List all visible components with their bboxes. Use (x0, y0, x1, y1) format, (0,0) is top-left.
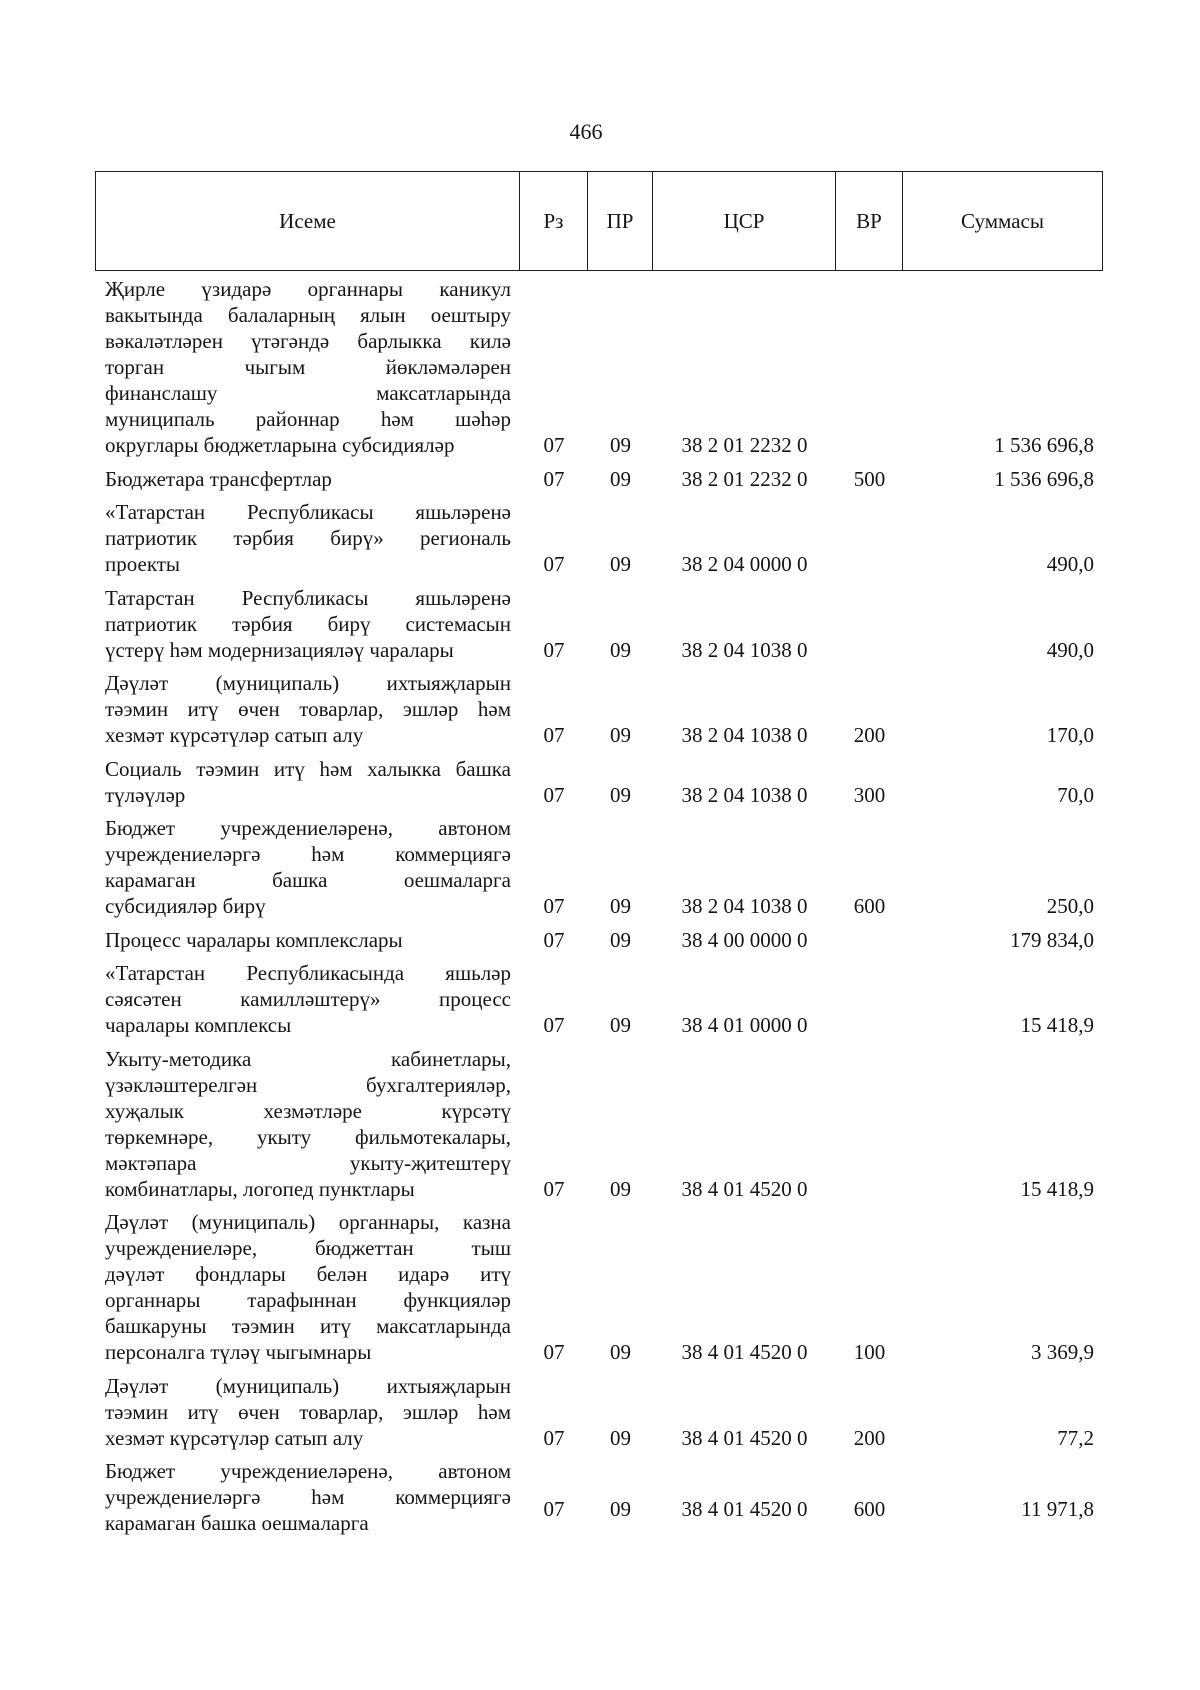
item-name-line: вакытында балаларның ялын оештыру (105, 303, 511, 327)
item-name-line: үзәкләштерелгән бухгалтерияләр, (105, 1072, 511, 1097)
item-name-line: Дәүләт (муниципаль) органнары, казна (105, 1210, 511, 1234)
item-name (95, 1458, 520, 1536)
item-name-line: карамаган башка оешмаларга (105, 868, 511, 892)
item-name-line: вәкаләтләрен үтәгәндә барлыкка килә (105, 329, 511, 353)
item-name-line: субсидияләр бирү (105, 894, 266, 918)
vr-code: 200 (853, 723, 886, 747)
rz-code: 07 (543, 433, 565, 457)
pr-code: 09 (610, 1425, 631, 1450)
item-name-line: тәэмин итү өчен товарлар, эшләр һәм (105, 1399, 511, 1424)
item-name (95, 1373, 520, 1451)
item-name-line: Дәүләт (муниципаль) ихтыяҗларын (105, 1373, 511, 1398)
table-row (95, 815, 1103, 919)
rz-code: 07 (543, 466, 565, 491)
item-name-line: Җирле үзидарә органнары каникул (105, 277, 511, 301)
item-name-line: учреждениеләре, бюджеттан тыш (105, 1236, 511, 1260)
item-name (95, 1046, 520, 1202)
amount: 250,0 (1046, 894, 1094, 918)
table-row (95, 927, 1103, 953)
item-name-line: муниципаль районнар һәм шәһәр (105, 407, 511, 431)
table-row (95, 1209, 1103, 1365)
item-name-line: торган чыгым йөкләмәләрен (105, 355, 511, 379)
pr-code: 09 (610, 723, 631, 747)
amount: 490,0 (1046, 637, 1094, 662)
item-name-line: карамаган башка оешмаларга (105, 1511, 369, 1535)
header-pr: ПР (587, 172, 652, 270)
vr-code (836, 927, 903, 953)
rz-code: 07 (543, 782, 565, 807)
table-row (95, 1458, 1103, 1536)
rz-code: 07 (543, 723, 565, 747)
header-csr: ЦСР (652, 172, 835, 270)
item-name-line: төркемнәре, укыту фильмотекалары, (105, 1124, 511, 1149)
item-name-line: түләүләр (105, 782, 186, 807)
header-sum: Суммасы (902, 172, 1102, 270)
item-name-line: үстерү һәм модернизацияләү чаралары (105, 637, 454, 662)
item-name-line: учреждениеләргә һәм коммерциягә (105, 842, 511, 866)
pr-code: 09 (610, 927, 631, 952)
item-name (95, 1209, 520, 1365)
pr-code: 09 (610, 1340, 631, 1364)
pr-code: 09 (610, 552, 631, 576)
item-name-line: учреждениеләргә һәм коммерциягә (105, 1485, 511, 1509)
vr-code: 300 (853, 782, 886, 807)
item-name-line: Социаль тәэмин итү һәм халыкка башка (105, 756, 511, 781)
item-name-line: хезмәт күрсәтүләр сатып алу (105, 723, 364, 747)
csr-code: 38 4 01 4520 0 (681, 1425, 808, 1450)
table-body (95, 276, 1103, 1544)
item-name-line: «Татарстан Республикасында яшьләр (105, 961, 511, 985)
rz-code: 07 (543, 552, 565, 576)
rz-code: 07 (543, 1340, 565, 1364)
item-name-line: мәктәпара укыту-җитештерү (105, 1150, 511, 1175)
pr-code: 09 (610, 1013, 631, 1037)
pr-code: 09 (610, 466, 631, 491)
rz-code: 07 (543, 1176, 565, 1201)
amount: 179 834,0 (1010, 927, 1094, 952)
item-name (95, 670, 520, 748)
csr-code: 38 2 04 0000 0 (681, 552, 808, 576)
csr-code: 38 2 04 1038 0 (681, 637, 808, 662)
item-name-line: округлары бюджетларына субсидияләр (105, 433, 455, 457)
item-name-line: чаралары комплексы (105, 1013, 292, 1037)
csr-code: 38 4 01 4520 0 (681, 1497, 808, 1521)
vr-code: 500 (853, 466, 886, 491)
item-name-line: хезмәт күрсәтүләр сатып алу (105, 1425, 364, 1450)
amount: 15 418,9 (1020, 1013, 1094, 1037)
csr-code: 38 2 04 1038 0 (681, 894, 808, 918)
page-number: 466 (569, 119, 603, 144)
table-row (95, 276, 1103, 458)
vr-code (836, 551, 903, 577)
item-name-line: патриотик тәрбия бирү системасын (105, 611, 511, 636)
item-name-line: персоналга түләү чыгымнары (105, 1340, 372, 1364)
item-name (95, 815, 520, 919)
item-name-line: сәясәтен камилләштерү» процесс (105, 987, 511, 1011)
item-name-line: Бюджетара трансфертлар (105, 466, 332, 491)
pr-code: 09 (610, 637, 631, 662)
item-name-line: башкаруны тәэмин итү максатларында (105, 1314, 511, 1338)
table-row (95, 585, 1103, 663)
amount: 490,0 (1046, 552, 1094, 576)
csr-code: 38 4 01 4520 0 (681, 1340, 808, 1364)
item-name-line: органнары тарафыннан функцияләр (105, 1288, 511, 1312)
rz-code: 07 (543, 637, 565, 662)
rz-code: 07 (543, 927, 565, 952)
item-name (95, 927, 520, 953)
amount: 11 971,8 (1021, 1497, 1094, 1521)
vr-code (836, 1176, 903, 1202)
item-name-line: финанслашу максатларында (105, 381, 511, 405)
item-name-line: «Татарстан Республикасы яшьләренә (105, 500, 511, 524)
rz-code: 07 (543, 1425, 565, 1450)
pr-code: 09 (610, 1497, 631, 1521)
table-row (95, 960, 1103, 1038)
item-name-line: Укыту-методика кабинетлары, (105, 1046, 511, 1071)
vr-code: 200 (853, 1425, 886, 1450)
item-name-line: проекты (105, 552, 181, 576)
item-name (95, 276, 520, 458)
table-row (95, 756, 1103, 808)
item-name-line: дәүләт фондлары белән идарә итү (105, 1262, 511, 1286)
vr-code (836, 637, 903, 663)
rz-code: 07 (543, 1013, 565, 1037)
amount: 15 418,9 (1020, 1176, 1094, 1201)
csr-code: 38 2 01 2232 0 (681, 433, 808, 457)
vr-code (836, 1012, 903, 1038)
rz-code: 07 (543, 894, 565, 918)
item-name-line: комбинатлары, логопед пунктлары (105, 1176, 415, 1201)
item-name-line: тәэмин итү өчен товарлар, эшләр һәм (105, 697, 511, 721)
vr-code (836, 432, 903, 458)
vr-code: 100 (853, 1340, 886, 1364)
pr-code: 09 (610, 433, 631, 457)
amount: 1 536 696,8 (994, 466, 1094, 491)
item-name-line: Бюджет учреждениеләренә, автоном (105, 816, 511, 840)
amount: 70,0 (1057, 782, 1094, 807)
item-name (95, 960, 520, 1038)
item-name (95, 585, 520, 663)
amount: 1 536 696,8 (994, 433, 1094, 457)
csr-code: 38 2 01 2232 0 (681, 466, 808, 491)
header-rz: Рз (519, 172, 587, 270)
item-name (95, 466, 520, 492)
csr-code: 38 2 04 1038 0 (681, 723, 808, 747)
item-name-line: Процесс чаралары комплекслары (105, 927, 403, 952)
pr-code: 09 (610, 782, 631, 807)
csr-code: 38 2 04 1038 0 (681, 782, 808, 807)
amount: 3 369,9 (1031, 1340, 1094, 1364)
item-name-line: Татарстан Республикасы яшьләренә (105, 585, 511, 610)
pr-code: 09 (610, 1176, 631, 1201)
table-row (95, 466, 1103, 492)
csr-code: 38 4 01 4520 0 (681, 1176, 808, 1201)
item-name (95, 756, 520, 808)
vr-code: 600 (853, 1497, 886, 1521)
item-name-line: хуҗалык хезмәтләре күрсәтү (105, 1098, 511, 1123)
header-vr: ВР (835, 172, 902, 270)
vr-code: 600 (853, 894, 886, 918)
table-row (95, 670, 1103, 748)
table-row (95, 499, 1103, 577)
table-header (95, 171, 1103, 271)
csr-code: 38 4 00 0000 0 (681, 927, 808, 952)
table-row (95, 1046, 1103, 1202)
pr-code: 09 (610, 894, 631, 918)
item-name-line: Дәүләт (муниципаль) ихтыяҗларын (105, 671, 511, 695)
table-row (95, 1373, 1103, 1451)
item-name (95, 499, 520, 577)
item-name-line: Бюджет учреждениеләренә, автоном (105, 1459, 511, 1483)
header-name: Исеме (279, 209, 336, 233)
amount: 170,0 (1046, 723, 1094, 747)
item-name-line: патриотик тәрбия бирү» региональ (105, 526, 511, 550)
csr-code: 38 4 01 0000 0 (681, 1013, 808, 1037)
rz-code: 07 (543, 1497, 565, 1521)
amount: 77,2 (1057, 1425, 1094, 1450)
